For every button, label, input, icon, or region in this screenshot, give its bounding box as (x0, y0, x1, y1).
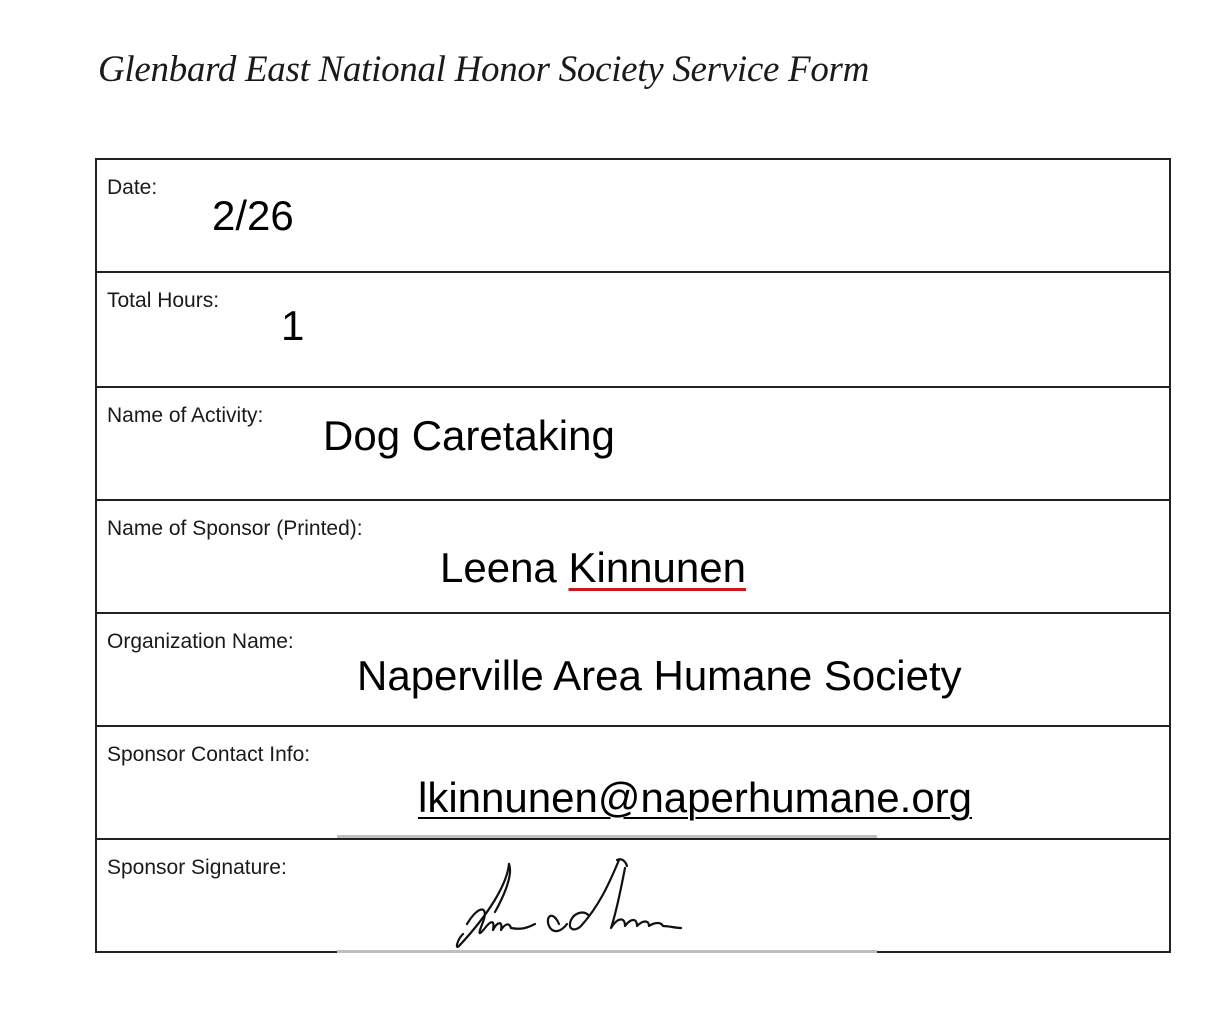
contact-value[interactable]: lkinnunen@naperhumane.org (418, 774, 973, 821)
service-form-table (95, 158, 1171, 953)
organization-label: Organization Name: (107, 630, 294, 653)
form-row-total-hours (97, 273, 1169, 388)
date-label: Date: (107, 176, 158, 199)
form-row-sponsor-name (97, 501, 1169, 614)
total-hours-label: Total Hours: (107, 289, 220, 312)
signature-label: Sponsor Signature: (107, 856, 287, 879)
date-value[interactable]: 2/26 (212, 192, 294, 239)
signature-scan-edge (337, 950, 877, 953)
form-row-date (97, 160, 1169, 273)
form-row-activity (97, 388, 1169, 501)
form-row-organization (97, 614, 1169, 727)
form-title: Glenbard East National Honor Society Service Form (98, 49, 870, 90)
sponsor-name-label: Name of Sponsor (Printed): (107, 517, 363, 540)
activity-value[interactable]: Dog Caretaking (323, 412, 615, 459)
form-row-signature (97, 840, 1169, 951)
contact-label: Sponsor Contact Info: (107, 743, 311, 766)
sponsor-name-value[interactable] (440, 544, 746, 591)
sponsor-last-name: Kinnunen (568, 544, 746, 591)
sponsor-first-name: Leena (440, 544, 557, 591)
form-row-contact (97, 727, 1169, 840)
organization-value[interactable]: Naperville Area Humane Society (357, 652, 962, 699)
total-hours-value[interactable]: 1 (281, 302, 305, 349)
contact-scan-edge (337, 835, 877, 838)
handwritten-signature-icon (449, 854, 689, 954)
activity-label: Name of Activity: (107, 404, 264, 427)
